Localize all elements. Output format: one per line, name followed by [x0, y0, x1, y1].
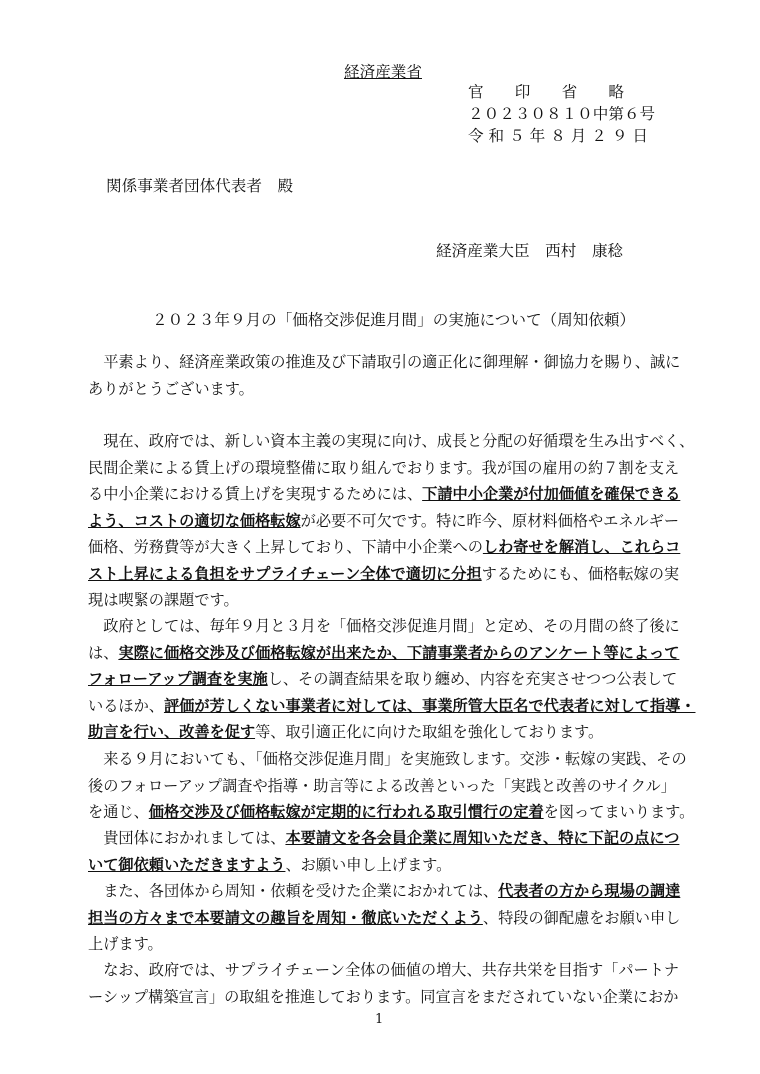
paragraph-line: ーシップ構築宣言」の取組を推進しております。同宣言をまだされていない企業におか	[88, 987, 679, 1006]
addressee: 関係事業者団体代表者 殿	[106, 177, 294, 195]
paragraph-line: 助言を行い、改善を促す等、取引適正化に向けた取組を強化しております。	[88, 723, 604, 741]
paragraph-government-policy	[88, 613, 696, 746]
paragraph-companies	[88, 878, 681, 958]
emphasis: 代表者の方から現場の調達	[498, 882, 681, 900]
paragraph-partnership	[88, 957, 678, 1010]
paragraph-line: る中小企業における賃上げを実現するためには、下請中小企業が付加価値を確保できる	[88, 485, 681, 503]
paragraph-line: 担当の方々まで本要請文の趣旨を周知・徹底いただくよう、特段の御配慮をお願い申し	[88, 908, 681, 927]
paragraph-line: 平素より、経済産業政策の推進及び下請取引の適正化に御理解・御協力を賜り、誠に	[88, 353, 681, 371]
paragraph-line: フォローアップ調査を実施し、その調査結果を取り纏め、内容を充実させつつ公表して	[88, 670, 678, 688]
paragraph-line: また、各団体から周知・依頼を受けた企業におかれては、代表者の方から現場の調達	[88, 882, 681, 900]
paragraph-line: 価格、労務費等が大きく上昇しており、下請中小企業へのしわ寄せを解消し、これらコ	[88, 538, 681, 556]
paragraph-line: いて御依頼いただきますよう、お願い申し上げます。	[88, 855, 452, 874]
paragraph-line: 上げます。	[88, 935, 163, 953]
emphasis: 価格交渉及び価格転嫁が定期的に行われる取引慣行の定着	[148, 803, 544, 821]
emphasis: 下請中小企業が付加価値を確保できる	[422, 485, 681, 503]
paragraph-line: いるほか、評価が芳しくない事業者に対しては、事業所管大臣名で代表者に対して指導・	[88, 696, 696, 715]
ministry-name: 経済産業省	[344, 63, 422, 81]
paragraph-background	[88, 428, 695, 614]
paragraph-line: よう、コストの適切な価格転嫁が必要不可欠です。特に昨今、原材料価格やエネルギー	[88, 511, 680, 530]
sender: 経済産業大臣 西村 康稔	[436, 242, 624, 260]
emphasis: 担当の方々まで本要請文の趣旨を周知・徹底いただくよう	[88, 908, 483, 927]
emphasis: 助言を行い、改善を促す	[88, 723, 256, 741]
emphasis: スト上昇による負担をサプライチェーン全体で適切に分担	[88, 564, 482, 583]
paragraph-line: を通じ、価格交渉及び価格転嫁が定期的に行われる取引慣行の定着を図ってまいります。	[88, 803, 695, 821]
paragraph-line: ありがとうございます。	[88, 379, 254, 398]
document-number: ２０２３０８１０中第６号	[468, 105, 656, 123]
emphasis: 本要請文を各会員企業に周知いただき、特に下記の点につ	[285, 829, 680, 847]
paragraph-line: 民間企業による賃上げの環境整備に取り組んでおります。我が国の雇用の約７割を支え	[88, 458, 680, 477]
emphasis: 評価が芳しくない事業者に対しては、事業所管大臣名で代表者に対して指導・	[163, 696, 696, 715]
paragraph-line: 現は喫緊の課題です。	[88, 591, 239, 609]
paragraph-line: 後のフォローアップ調査や指導・助言等による改善といった「実践と改善のサイクル」	[88, 776, 676, 795]
paragraph-request	[88, 825, 678, 878]
paragraph-line: は、実際に価格交渉及び価格転嫁が出来たか、下請事業者からのアンケート等によって	[88, 643, 680, 662]
emphasis: よう、コストの適切な価格転嫁	[88, 511, 301, 530]
document-date: 令 和 ５ 年 ８ 月 ２ ９ 日	[468, 127, 648, 145]
paragraph-line: 政府としては、毎年９月と３月を「価格交渉促進月間」と定め、その月間の終了後に	[88, 617, 680, 635]
page-number: 1	[375, 1012, 384, 1027]
paragraph-line: なお、政府では、サプライチェーン全体の価値の増大、共存共栄を目指す「パートナ	[88, 961, 680, 979]
emphasis: フォローアップ調査を実施	[88, 670, 268, 688]
seal-omitted: 官 印 省 略	[468, 83, 624, 101]
paragraph-line: スト上昇による負担をサプライチェーン全体で適切に分担するためにも、価格転嫁の実	[88, 564, 680, 583]
emphasis: しわ寄せを解消し、これらコ	[482, 538, 681, 556]
paragraph-line: 来る９月においても、「価格交渉促進月間」を実施致します。交渉・転嫁の実践、その	[88, 750, 687, 768]
paragraph-line: 現在、政府では、新しい資本主義の実現に向け、成長と分配の好循環を生み出すべく、	[88, 432, 695, 450]
document-title: ２０２３年９月の「価格交渉促進月間」の実施について（周知依頼）	[152, 311, 636, 329]
paragraph-line: 貴団体におかれましては、本要請文を各会員企業に周知いただき、特に下記の点につ	[88, 829, 680, 847]
paragraph-september	[88, 746, 695, 826]
paragraph-greeting	[88, 349, 681, 402]
emphasis: いて御依頼いただきますよう	[88, 855, 286, 874]
emphasis: 実際に価格交渉及び価格転嫁が出来たか、下請事業者からのアンケート等によって	[118, 643, 680, 662]
